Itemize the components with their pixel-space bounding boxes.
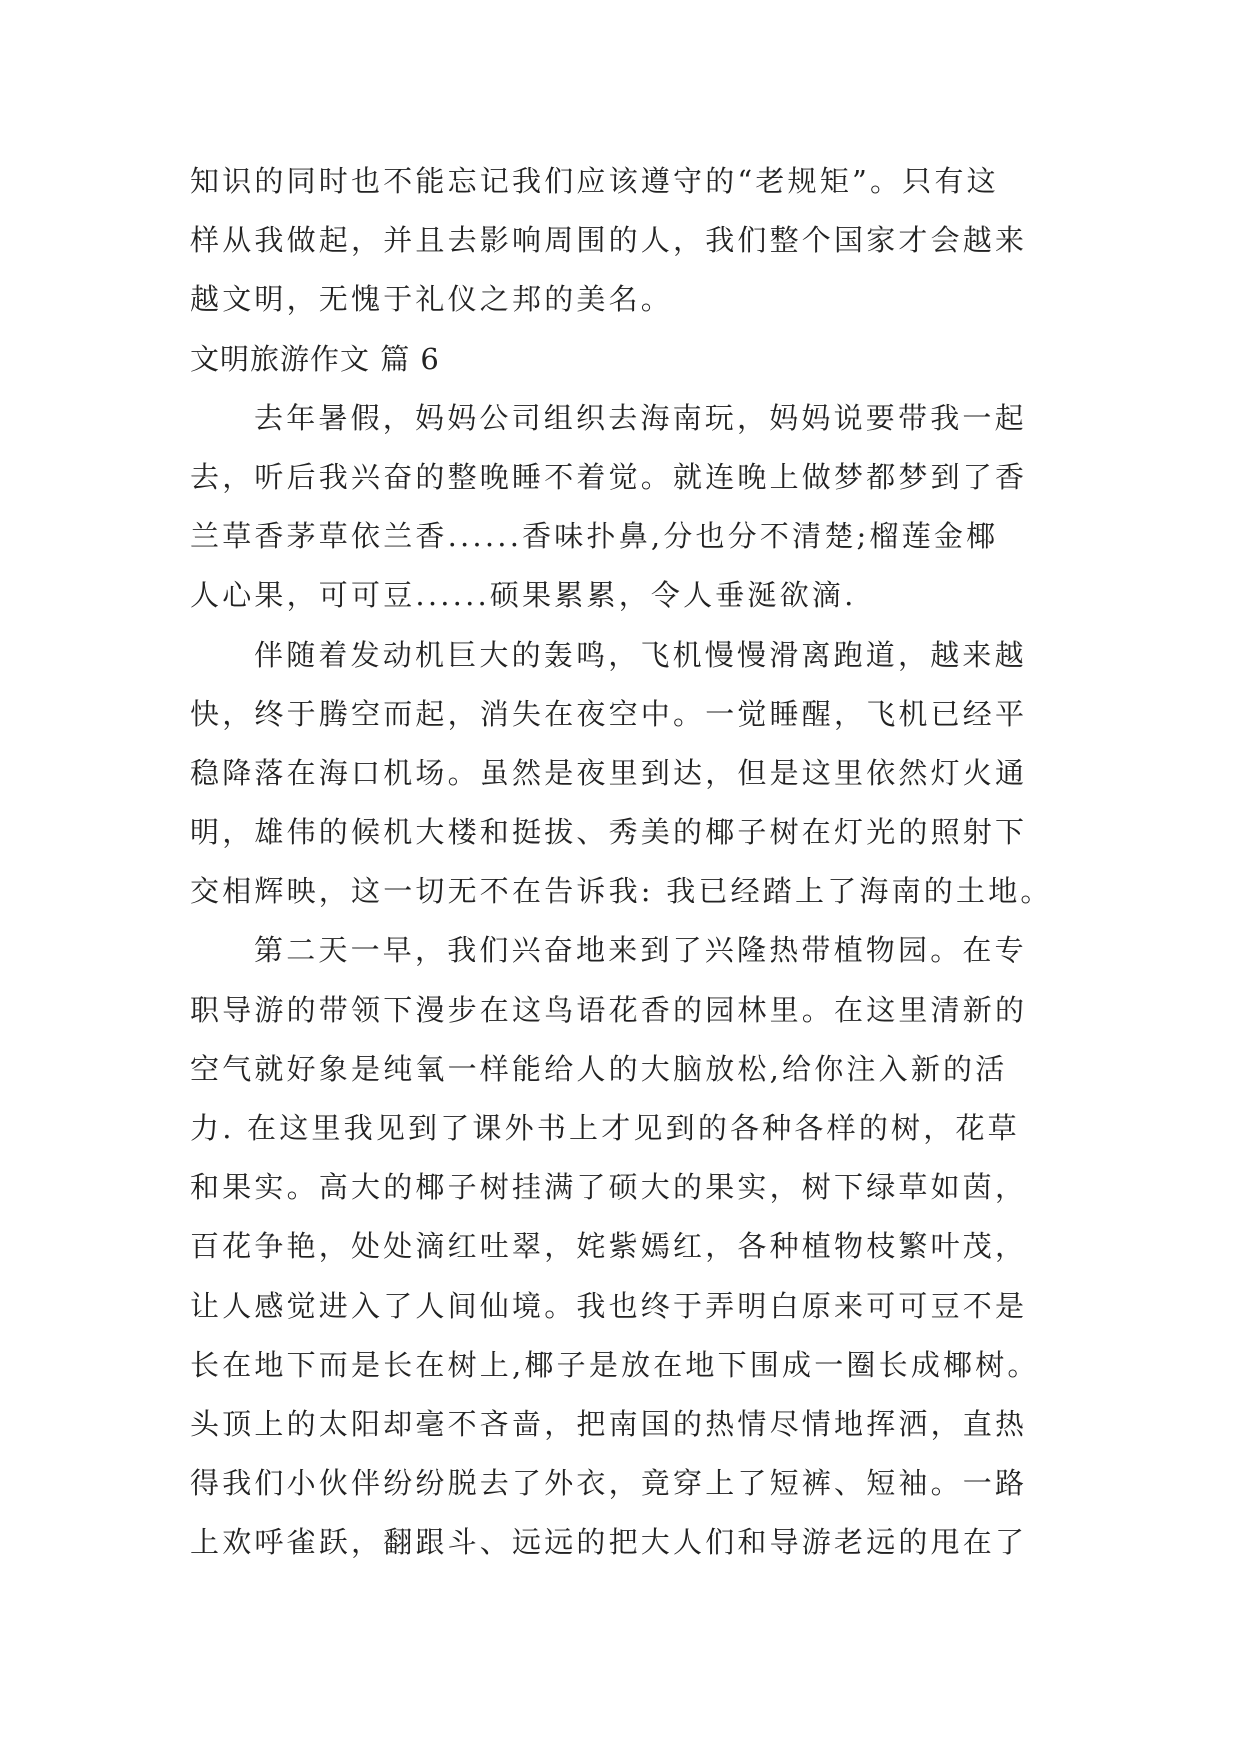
text-line: 第二天一早，我们兴奋地来到了兴隆热带植物园。在专: [254, 933, 1027, 968]
text-line: 力. 在这里我见到了课外书上才见到的各种各样的树，花草: [190, 1111, 1020, 1145]
text-line: 得我们小伙伴纷纷脱去了外衣，竟穿上了短裤、短袖。一路: [190, 1466, 1028, 1501]
text-line: 和果实。高大的椰子树挂满了硕大的果实，树下绿草如茵，: [190, 1170, 1028, 1205]
text-line: 职导游的带领下漫步在这鸟语花香的园林里。在这里清新的: [190, 992, 1028, 1027]
document-page: [190, 152, 1053, 1573]
text-line: 人心果，可可豆......硕果累累，令人垂涎欲滴.: [190, 578, 857, 613]
text-line: 去年暑假，妈妈公司组织去海南玩，妈妈说要带我一起: [254, 400, 1027, 435]
section-heading: 文明旅游作文 篇 6: [190, 341, 440, 376]
text-line: 稳降落在海口机场。虽然是夜里到达，但是这里依然灯火通: [190, 755, 1028, 790]
text-line: 让人感觉进入了人间仙境。我也终于弄明白原来可可豆不是: [190, 1288, 1028, 1323]
text-line: 伴随着发动机巨大的轰鸣，飞机慢慢滑离跑道，越来越: [254, 637, 1027, 672]
text-line: 兰草香茅草依兰香......香味扑鼻,分也分不清楚;榴莲金椰: [190, 519, 999, 554]
text-line: 百花争艳，处处滴红吐翠，姹紫嫣红，各种植物枝繁叶茂，: [190, 1229, 1028, 1264]
text-line: 头顶上的太阳却毫不吝啬，把南国的热情尽情地挥洒，直热: [190, 1406, 1028, 1441]
text-line: 快，终于腾空而起，消失在夜空中。一觉睡醒，飞机已经平: [190, 696, 1028, 731]
paragraph-2: [190, 626, 1053, 922]
text-line: 长在地下而是长在树上,椰子是放在地下围成一圈长成椰树。: [190, 1347, 1040, 1382]
text-line: 知识的同时也不能忘记我们应该遵守的“老规矩”。只有这: [190, 164, 999, 198]
paragraph-intro: [190, 152, 1050, 330]
text-line: 明，雄伟的候机大楼和挺拔、秀美的椰子树在灯光的照射下: [190, 815, 1028, 850]
paragraph-3: [190, 921, 1050, 1572]
text-line: 交相辉映，这一切无不在告诉我: 我已经踏上了海南的土地。: [190, 874, 1053, 909]
text-line: 去，听后我兴奋的整晚睡不着觉。就连晚上做梦都梦到了香: [190, 459, 1028, 494]
text-line: 空气就好象是纯氧一样能给人的大脑放松,给你注入新的活: [190, 1051, 1008, 1086]
text-line: 越文明，无愧于礼仪之邦的美名。: [190, 282, 674, 317]
text-line: 上欢呼雀跃，翻跟斗、远远的把大人们和导游老远的甩在了: [190, 1525, 1028, 1560]
text-line: 样从我做起，并且去影响周围的人，我们整个国家才会越来: [190, 223, 1028, 258]
paragraph-1: [190, 389, 1050, 626]
